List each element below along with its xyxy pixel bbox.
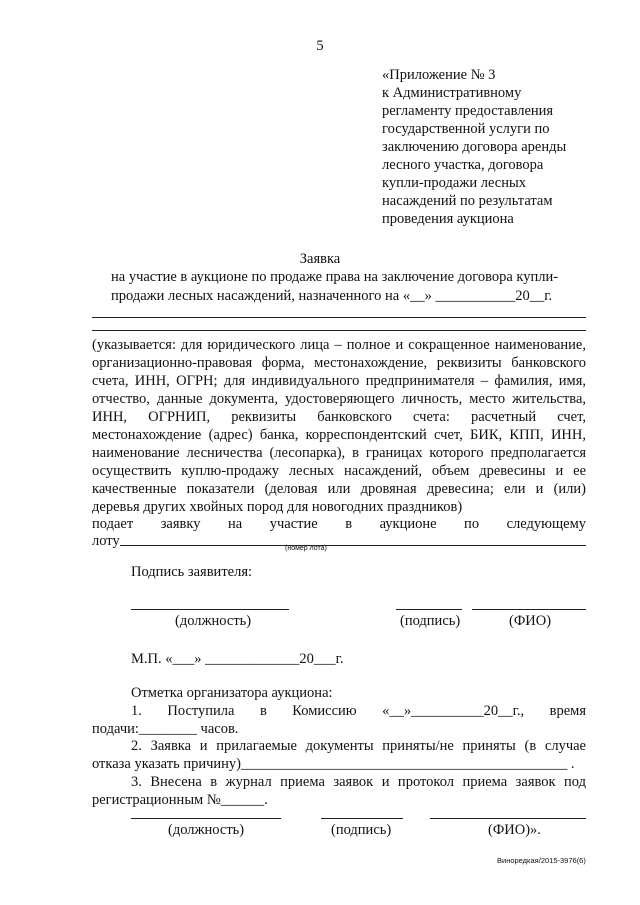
instructions-last-line: деревья других хвойных пород для новогодних праздников) — [92, 499, 463, 515]
item-1-line-1: 1. Поступила в Комиссию «__»__________20__г., время — [131, 703, 586, 719]
stamp-line: М.П. «___» _____________20___г. — [131, 651, 344, 667]
item-2-line-2: отказа указать причину)_____________________________________________ . — [92, 756, 575, 772]
fio-line-2 — [430, 818, 586, 819]
item-3-line-2: регистрационным №______. — [92, 792, 268, 808]
lot-line — [120, 545, 586, 546]
instructions-line: (указывается: для юридического лица – полное и сокращенное наименование, — [92, 337, 586, 353]
instructions-line: организационно-правовая форма, местонахождение, реквизиты банковского — [92, 355, 586, 371]
appendix-line: «Приложение № 3 — [382, 67, 496, 83]
signature-caption: (подпись) — [400, 613, 461, 629]
instructions-line: отчество, данные документа, удостоверяющего личность, место жительства, — [92, 391, 586, 407]
appendix-line: купли-продажи лесных — [382, 175, 526, 191]
signature-line — [396, 609, 462, 610]
item-3-line-1: 3. Внесена в журнал приема заявок и протокол приема заявок под — [131, 774, 586, 790]
instructions-line: местонахождение (адрес) банка, корреспондентский счет, БИК, КПП, ИНН, — [92, 427, 586, 443]
document-title: Заявка — [299, 251, 341, 267]
appendix-line: насаждений по результатам — [382, 193, 553, 209]
position-line — [131, 609, 289, 610]
item-2-line-1: 2. Заявка и прилагаемые документы приняты/не приняты (в случае — [131, 738, 586, 754]
applicant-line-2 — [92, 330, 586, 331]
lot-caption: (номер лота) — [285, 545, 327, 552]
signature-label: Подпись заявителя: — [131, 564, 253, 580]
appendix-line: заключению договора аренды — [382, 139, 567, 155]
position-caption: (должность) — [175, 613, 252, 629]
appendix-line: проведения аукциона — [382, 211, 514, 227]
applicant-line-1 — [92, 317, 586, 318]
fio-line — [472, 609, 586, 610]
instructions-line: ИНН, ОГРНИП, реквизиты банковского счета: расчетный счет, — [92, 409, 586, 425]
instructions-line: счета, ИНН, ОГРН; для индивидуального предпринимателя – фамилия, имя, — [92, 373, 586, 389]
position-caption-2: (должность) — [168, 822, 245, 838]
subtitle-line-2: продажи лесных насаждений, назначенного на «__» ___________20__г. — [111, 288, 553, 304]
appendix-line: регламенту предоставления — [382, 103, 554, 119]
item-1-line-2: подачи:________ часов. — [92, 721, 239, 737]
appendix-line: государственной услуги по — [382, 121, 550, 137]
instructions-line: качественные показатели (деловая или дровяная древесина; ели и (или) — [92, 481, 586, 497]
appendix-line: лесного участка, договора — [382, 157, 544, 173]
instructions-line: осуществить куплю-продажу лесных насаждений, объем древесины и ее — [92, 463, 586, 479]
organizer-mark-label: Отметка организатора аукциона: — [131, 685, 333, 701]
page-number: 5 — [316, 38, 324, 54]
position-line-2 — [131, 818, 281, 819]
appendix-header — [382, 66, 612, 228]
footer-code: Виноредкая/2015-3976(6) — [497, 856, 586, 865]
fio-caption-2: (ФИО)». — [488, 822, 541, 838]
signature-caption-2: (подпись) — [331, 822, 392, 838]
instructions-paragraph — [92, 336, 586, 498]
subtitle-line-1: на участие в аукционе по продаже права на заключение договора купли- — [111, 269, 559, 285]
appendix-line: к Административному — [382, 85, 522, 101]
lot-label: лоту — [92, 533, 120, 549]
fio-caption: (ФИО) — [509, 613, 552, 629]
signature-line-2 — [321, 818, 403, 819]
submits-line: подает заявку на участие в аукционе по следующему — [92, 516, 586, 532]
instructions-line: наименование лесничества (лесопарка), в границах которого предполагается — [92, 445, 586, 461]
